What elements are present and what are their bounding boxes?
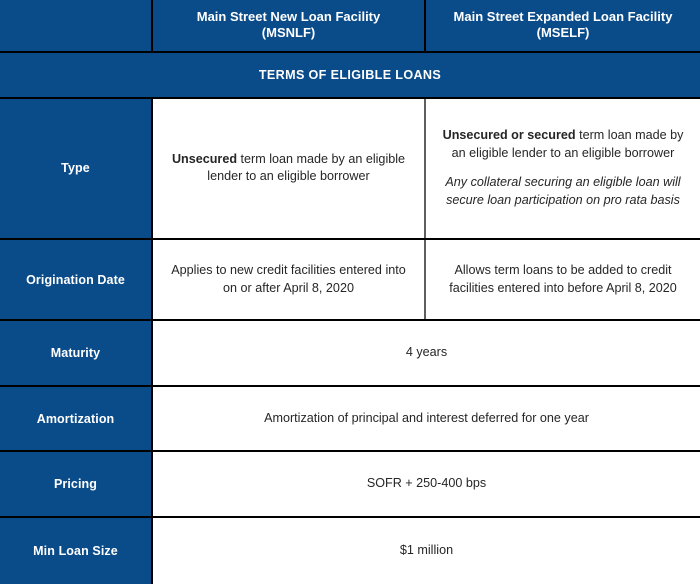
cell-min-loan-size-text: $1 million [399,543,454,558]
header-mself-abbrev: (MSELF) [536,25,590,41]
table-header-row [0,0,700,53]
cell-type-msnlf [153,99,426,239]
row-label-type: Type [0,99,153,239]
cell-maturity-value [153,321,700,385]
header-corner-cell [0,0,153,51]
cell-origination-mself-text: Allows term loans to be added to credit facilities entered into before April 8, 2020 [449,262,677,295]
table-row-amortization [0,387,700,453]
cell-pricing-text: SOFR + 250-400 bps [366,476,487,491]
section-banner-row [0,53,700,99]
cell-pricing-value [153,452,700,516]
cell-type-msnlf-bold: Unsecured [171,151,238,166]
table-row-maturity [0,321,700,387]
cell-type-msnlf-rest: term loan made by an eligible lender to an eligible borrower [207,151,406,184]
table-row-origination-date [0,240,700,321]
cell-amortization-text: Amortization of principal and interest deferred for one year [264,410,589,425]
cell-type-msnlf-text [167,151,410,187]
cell-type-mself-bold: Unsecured or secured [442,128,576,143]
table-row-type [0,99,700,241]
header-mself-title: Main Street Expanded Loan Facility [453,8,673,24]
cell-amortization-value [153,387,700,451]
section-banner-label: TERMS OF ELIGIBLE LOANS [258,67,442,82]
cell-type-mself-text [440,127,686,163]
row-label-min-loan-size: Min Loan Size [0,518,153,584]
row-label-origination-date: Origination Date [0,240,153,319]
cell-maturity-text: 4 years [405,344,448,359]
row-label-amortization: Amortization [0,387,153,451]
table-row-min-loan-size [0,518,700,584]
cell-origination-msnlf-text: Applies to new credit facilities entered into on or after April 8, 2020 [171,262,406,295]
cell-type-mself [426,99,700,239]
cell-min-loan-size-value [153,518,700,584]
table-row-pricing [0,452,700,518]
cell-type-mself-note: Any collateral securing an eligible loan will secure loan participation on pro rata basis [445,174,681,207]
header-cell-msnlf [153,0,426,51]
header-msnlf-abbrev: (MSNLF) [261,25,316,41]
cell-type-mself-rest: term loan made by an eligible lender to an eligible borrower [451,128,684,161]
row-label-maturity: Maturity [0,321,153,385]
header-msnlf-title: Main Street New Loan Facility [196,8,381,24]
header-cell-mself [426,0,700,51]
row-label-pricing: Pricing [0,452,153,516]
cell-origination-mself [426,240,700,319]
cell-origination-msnlf [153,240,426,319]
